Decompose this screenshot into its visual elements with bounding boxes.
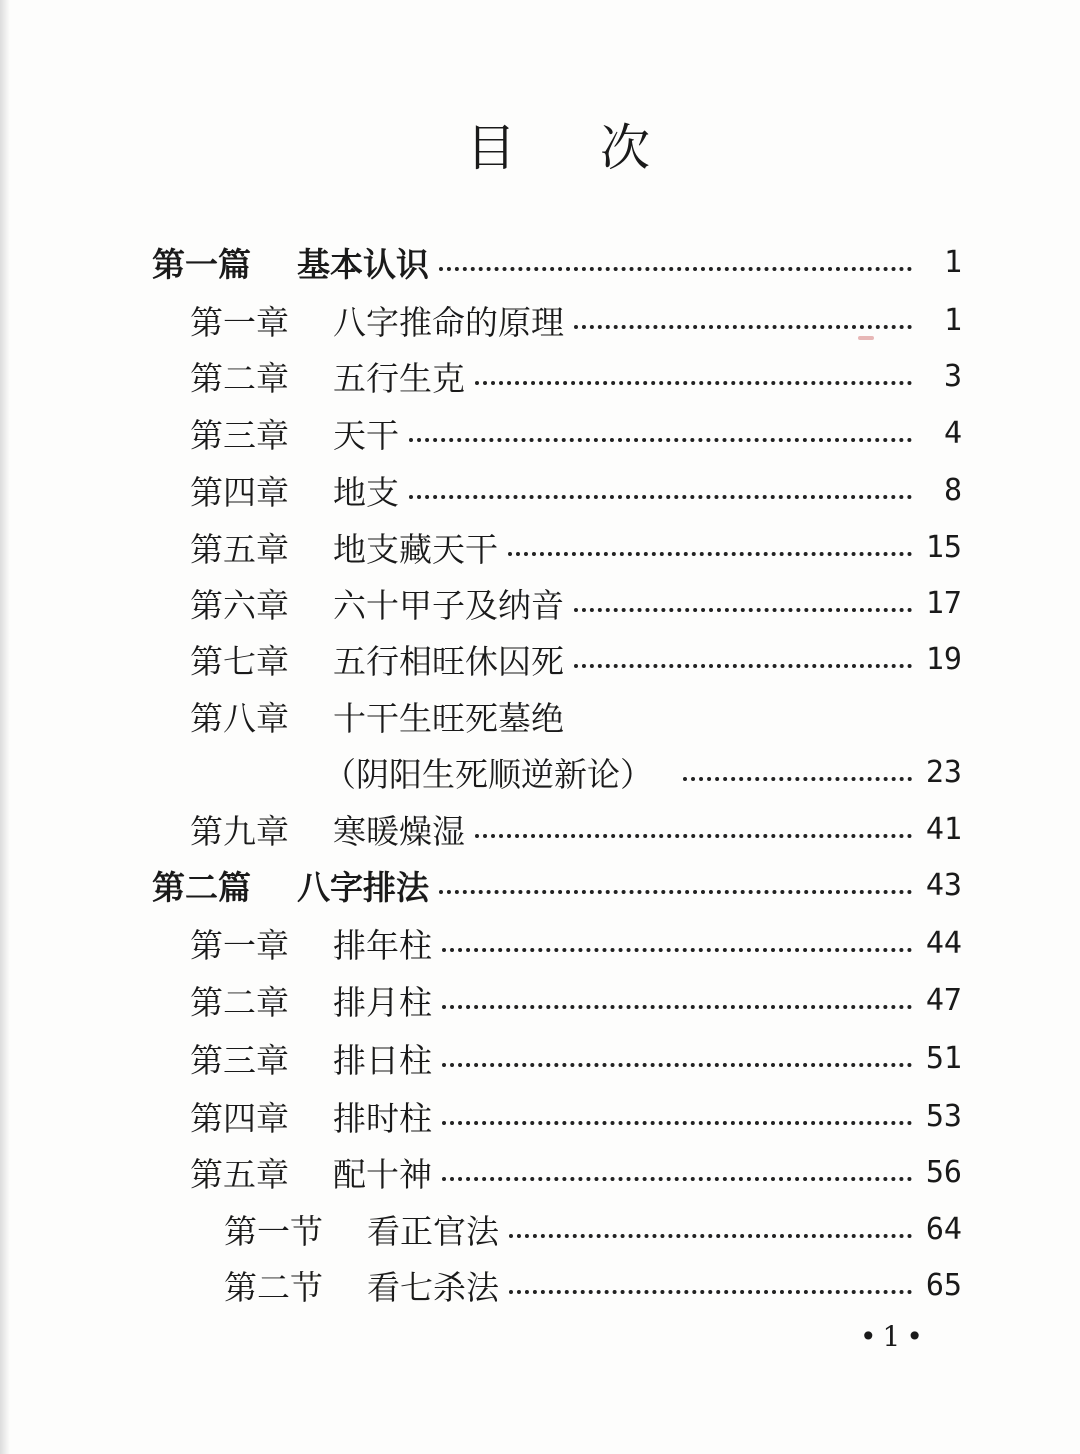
entry-page: 23 [925,754,962,790]
toc-entry[interactable] [190,581,962,625]
entry-title: 十干生旺死墓绝 [333,698,564,738]
dot-leader [508,550,912,556]
entry-label: 第五章 [190,529,289,569]
entry-page: 41 [925,811,962,847]
entry-label: 第四章 [190,472,289,512]
entry-label: 第七章 [190,641,289,681]
toc-entry[interactable] [190,978,962,1022]
toc-entry[interactable] [224,1263,962,1307]
entry-page: 3 [943,358,962,394]
dot-leader [442,946,912,952]
entry-title: 地支 [333,472,399,512]
entry-label: 第四章 [190,1098,289,1138]
entry-label: 第一章 [190,302,289,342]
entry-label: 第一节 [224,1211,323,1251]
dot-leader [475,832,912,838]
entry-title: 基本认识 [297,244,429,284]
entry-page: 51 [925,1040,962,1076]
entry-title: 寒暖燥湿 [333,811,465,851]
entry-title: 八字推命的原理 [333,302,564,342]
page-number-footer: •1• [860,1320,929,1353]
entry-label: 第二章 [190,358,289,398]
dot-leader [475,379,912,385]
entry-page: 44 [925,925,962,961]
entry-page: 64 [925,1211,962,1247]
toc-entry[interactable] [152,240,962,284]
toc-entry[interactable] [224,1207,962,1251]
entry-title: 排年柱 [333,925,432,965]
heading-char-1: 目 [466,119,516,177]
toc-entry[interactable] [190,1036,962,1080]
entry-page: 1 [943,244,962,280]
entry-page: 15 [925,529,962,565]
entry-title: 排月柱 [333,982,432,1022]
toc-entry[interactable] [190,411,962,455]
dot-leader [442,1175,912,1181]
entry-label: 第三章 [190,415,289,455]
entry-title: 看正官法 [367,1211,499,1251]
entry-label: 第三章 [190,1040,289,1080]
dot-leader [574,662,912,668]
entry-label: 第六章 [190,585,289,625]
dot-leader [439,888,912,894]
entry-page: 19 [925,641,962,677]
entry-title: 六十甲子及纳音 [333,585,564,625]
entry-label: 第二章 [190,982,289,1022]
entry-page: 47 [925,982,962,1018]
dot-leader [509,1232,912,1238]
entry-title: 五行相旺休囚死 [333,641,564,681]
entry-title: 八字排法 [297,867,429,907]
toc-entry[interactable] [190,807,962,851]
entry-title: （阴阳生死顺逆新论） [323,754,653,794]
toc-entry[interactable] [190,637,962,681]
entry-title: 排日柱 [333,1040,432,1080]
entry-title: 排时柱 [333,1098,432,1138]
entry-page: 8 [943,472,962,508]
entry-page: 65 [925,1267,962,1303]
entry-page: 43 [925,867,962,903]
dot-leader [574,323,912,329]
entry-label: 第五章 [190,1154,289,1194]
dot-leader [442,1119,912,1125]
dot-leader [509,1288,912,1294]
entry-title: 看七杀法 [367,1267,499,1307]
toc-entry-continuation[interactable] [323,750,962,794]
entry-label: 第一篇 [152,244,251,284]
toc-entry[interactable] [190,921,962,965]
heading-char-2: 次 [600,119,650,177]
entry-title: 五行生克 [333,358,465,398]
toc-entry[interactable] [190,694,962,738]
entry-label: 第二节 [224,1267,323,1307]
toc-entry[interactable] [152,863,962,907]
entry-title: 天干 [333,415,399,455]
dot-leader [409,493,912,499]
dot-leader [442,1061,912,1067]
dot-leader [442,1003,912,1009]
entry-page: 56 [925,1154,962,1190]
entry-label: 第九章 [190,811,289,851]
entry-page: 1 [943,302,962,338]
entry-page: 17 [925,585,962,621]
toc-entry[interactable] [190,354,962,398]
dot-leader [409,436,912,442]
toc-entry[interactable] [190,298,962,342]
toc-entry[interactable] [190,525,962,569]
entry-page: 53 [925,1098,962,1134]
dot-leader [574,606,912,612]
entry-label: 第八章 [190,698,289,738]
entry-title: 地支藏天干 [333,529,498,569]
entry-title: 配十神 [333,1154,432,1194]
entry-label: 第一章 [190,925,289,965]
dot-leader [439,265,912,271]
toc-entry[interactable] [190,1150,962,1194]
toc-entry[interactable] [190,468,962,512]
dot-leader [683,775,912,781]
toc-entry[interactable] [190,1094,962,1138]
entry-page: 4 [943,415,962,451]
entry-label: 第二篇 [152,867,251,907]
